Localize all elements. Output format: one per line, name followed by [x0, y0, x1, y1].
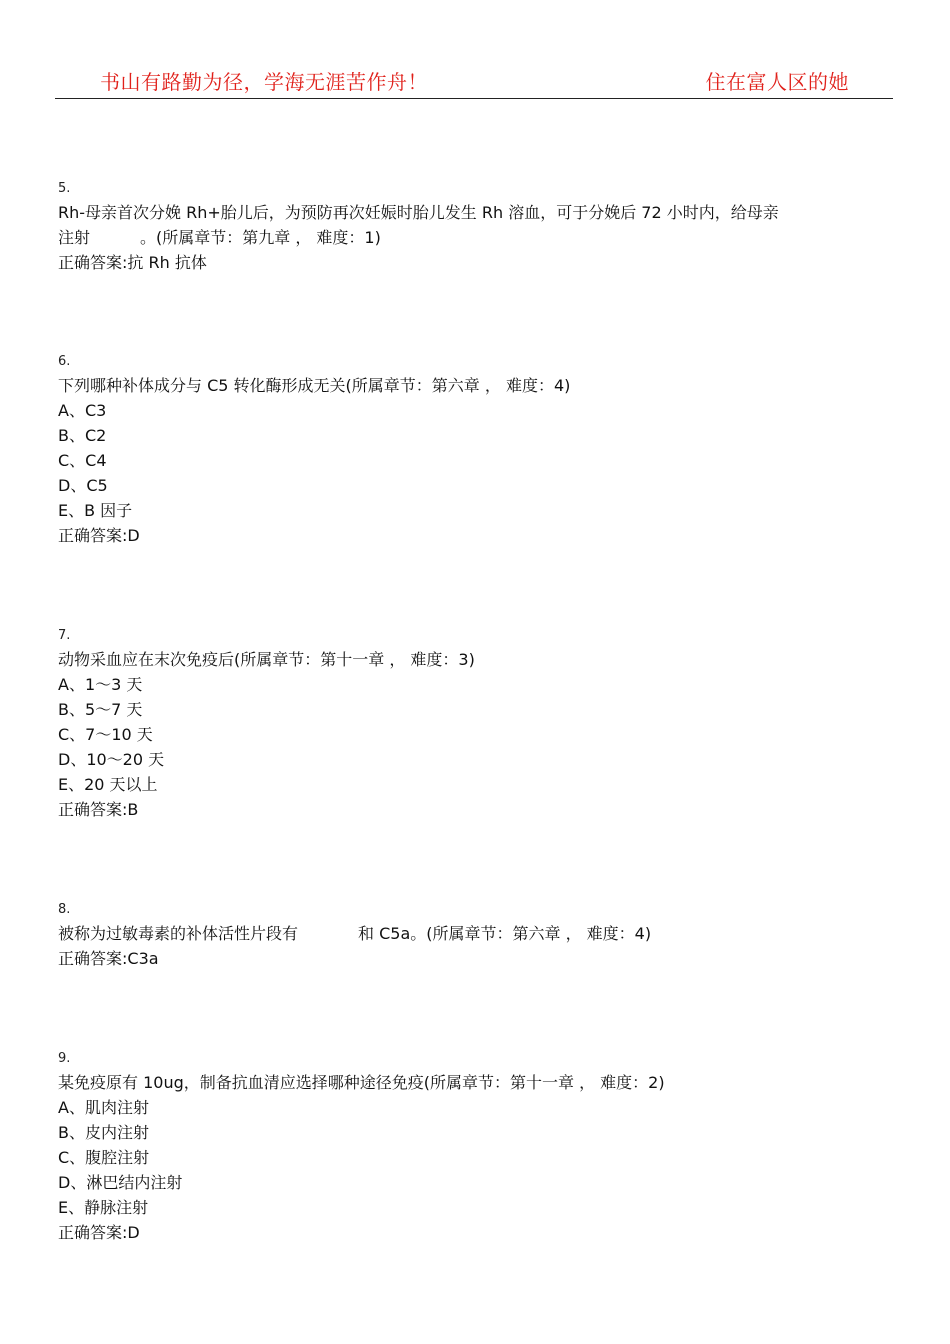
stem-part-a: 被称为过敏毒素的补体活性片段有: [58, 924, 299, 943]
correct-answer: 正确答案:C3a: [58, 949, 159, 968]
option-c: C、C4: [58, 451, 107, 470]
page-header: [55, 58, 893, 99]
question-number: 6.: [58, 354, 71, 369]
option-c: C、7～10 天: [58, 725, 153, 744]
option-e: E、静脉注射: [58, 1198, 149, 1217]
question-6: [58, 351, 898, 548]
question-5: [58, 178, 898, 275]
option-e: E、B 因子: [58, 501, 133, 520]
option-b: B、皮内注射: [58, 1123, 149, 1142]
stem-part-a: 注射: [58, 228, 91, 247]
question-9: [58, 1048, 898, 1245]
header-motto-right: 住在富人区的她: [705, 70, 849, 94]
question-number: 8.: [58, 902, 71, 917]
stem-part-b: 。(所属章节：第九章 ， 难度：1): [140, 228, 381, 247]
correct-answer: 正确答案:抗 Rh 抗体: [58, 253, 207, 272]
question-number: 5.: [58, 181, 71, 196]
question-stem: 动物采血应在末次免疫后(所属章节：第十一章 ， 难度：3): [58, 650, 475, 669]
stem-part-b: 和 C5a。(所属章节：第六章 ， 难度：4): [358, 924, 652, 943]
question-7: [58, 625, 898, 822]
question-8: [58, 899, 898, 971]
question-number: 7.: [58, 628, 71, 643]
option-d: D、C5: [58, 476, 108, 495]
question-number: 9.: [58, 1051, 71, 1066]
option-c: C、腹腔注射: [58, 1148, 150, 1167]
option-b: B、5～7 天: [58, 700, 143, 719]
question-stem: 某免疫原有 10ug，制备抗血清应选择哪种途径免疫(所属章节：第十一章 ， 难度：2): [58, 1073, 665, 1092]
correct-answer: 正确答案:D: [58, 1223, 140, 1242]
option-a: A、肌肉注射: [58, 1098, 149, 1117]
question-stem: 下列哪种补体成分与 C5 转化酶形成无关(所属章节：第六章 ， 难度：4): [58, 376, 571, 395]
correct-answer: 正确答案:B: [58, 800, 139, 819]
option-a: A、C3: [58, 401, 107, 420]
option-e: E、20 天以上: [58, 775, 158, 794]
question-stem: [58, 921, 898, 946]
question-stem-continued: [58, 225, 898, 250]
header-motto-left: 书山有路勤为径，学海无涯苦作舟！: [100, 70, 428, 94]
option-a: A、1～3 天: [58, 675, 143, 694]
option-d: D、10～20 天: [58, 750, 165, 769]
correct-answer: 正确答案:D: [58, 526, 140, 545]
question-stem: Rh-母亲首次分娩 Rh+胎儿后，为预防再次妊娠时胎儿发生 Rh 溶血，可于分娩后 72 小时内，给母亲: [58, 203, 779, 222]
option-b: B、C2: [58, 426, 107, 445]
option-d: D、淋巴结内注射: [58, 1173, 183, 1192]
